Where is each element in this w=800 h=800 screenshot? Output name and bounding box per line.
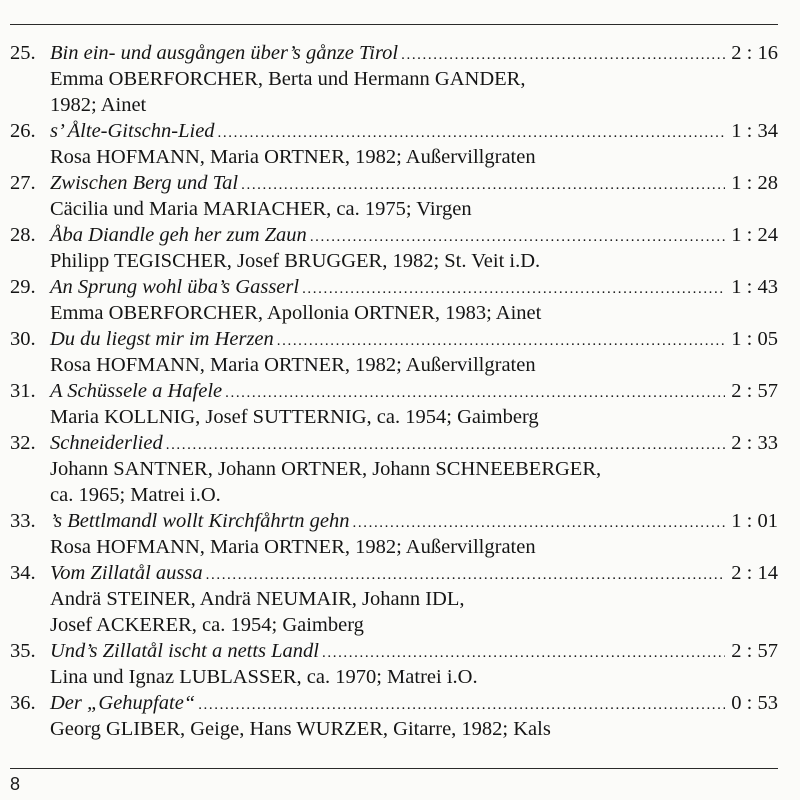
track-number: 36.	[10, 692, 36, 714]
track-title-line	[10, 690, 778, 716]
track-title: s’ Ålte-Gitschn-Lied	[50, 120, 215, 142]
dot-leader	[353, 513, 726, 533]
track-number: 35.	[10, 640, 36, 662]
track-title: Du du liegst mir im Herzen	[50, 328, 274, 350]
track-title: Und’s Zillatål ischt a netts Landl	[50, 640, 320, 662]
track-title-line	[10, 118, 778, 144]
dot-leader	[302, 279, 725, 299]
track-performers: ca. 1965; Matrei i.O.	[50, 484, 221, 506]
track-duration: 2 : 16	[731, 42, 778, 64]
track-performers: Emma OBERFORCHER, Apollonia ORTNER, 1983; Ainet	[50, 302, 542, 324]
track-performers: Josef ACKERER, ca. 1954; Gaimberg	[50, 614, 364, 636]
track-entry	[10, 430, 778, 508]
track-duration: 2 : 14	[731, 562, 778, 584]
dot-leader	[401, 45, 725, 65]
track-entry	[10, 326, 778, 378]
dot-leader	[225, 383, 725, 403]
track-performers: Andrä STEINER, Andrä NEUMAIR, Johann IDL,	[50, 588, 465, 610]
track-duration: 1 : 43	[731, 276, 778, 298]
dot-leader	[198, 695, 725, 715]
track-title-line	[10, 508, 778, 534]
track-title-line	[10, 560, 778, 586]
track-entry	[10, 170, 778, 222]
track-number: 34.	[10, 562, 36, 584]
track-number: 25.	[10, 42, 36, 64]
track-performers: Georg GLIBER, Geige, Hans WURZER, Gitarre, 1982; Kals	[50, 718, 551, 740]
track-number: 29.	[10, 276, 36, 298]
dot-leader	[206, 565, 726, 585]
track-performers: Emma OBERFORCHER, Berta und Hermann GANDER,	[50, 68, 526, 90]
track-title-line	[10, 430, 778, 456]
track-performers: Johann SANTNER, Johann ORTNER, Johann SCHNEEBERGER,	[50, 458, 602, 480]
track-title: Vom Zillatål aussa	[50, 562, 203, 584]
track-title-line	[10, 274, 778, 300]
track-number: 26.	[10, 120, 36, 142]
track-entry	[10, 378, 778, 430]
track-title-line	[10, 170, 778, 196]
track-performers: Lina und Ignaz LUBLASSER, ca. 1970; Matrei i.O.	[50, 666, 478, 688]
track-title: Der „Gehupfate“	[50, 692, 196, 714]
track-entry	[10, 274, 778, 326]
dot-leader	[310, 227, 725, 247]
track-title: A Schüssele a Hafele	[50, 380, 223, 402]
track-entry	[10, 560, 778, 638]
track-performers: Rosa HOFMANN, Maria ORTNER, 1982; Außervillgraten	[50, 146, 536, 168]
page-number: 8	[10, 774, 21, 794]
track-duration: 2 : 33	[731, 432, 778, 454]
dot-leader	[322, 643, 725, 663]
track-performers: 1982; Ainet	[50, 94, 147, 116]
track-duration: 1 : 34	[731, 120, 778, 142]
track-entry	[10, 40, 778, 118]
track-title-line	[10, 222, 778, 248]
track-performers: Rosa HOFMANN, Maria ORTNER, 1982; Außervillgraten	[50, 354, 536, 376]
track-duration: 1 : 24	[731, 224, 778, 246]
top-rule	[10, 24, 778, 25]
track-duration: 0 : 53	[731, 692, 778, 714]
track-duration: 1 : 01	[731, 510, 778, 532]
track-entry	[10, 638, 778, 690]
track-entry	[10, 690, 778, 742]
track-performers: Philipp TEGISCHER, Josef BRUGGER, 1982; St. Veit i.D.	[50, 250, 541, 272]
track-number: 32.	[10, 432, 36, 454]
track-duration: 1 : 05	[731, 328, 778, 350]
track-performers: Cäcilia und Maria MARIACHER, ca. 1975; Virgen	[50, 198, 472, 220]
bottom-rule	[10, 768, 778, 769]
track-performers: Maria KOLLNIG, Josef SUTTERNIG, ca. 1954; Gaimberg	[50, 406, 539, 428]
track-title: Bin ein- und ausgången über’s gånze Tirol	[50, 42, 399, 64]
track-number: 33.	[10, 510, 36, 532]
dot-leader	[218, 123, 726, 143]
track-title-line	[10, 40, 778, 66]
track-duration: 2 : 57	[731, 380, 778, 402]
track-number: 28.	[10, 224, 36, 246]
track-title: Zwischen Berg und Tal	[50, 172, 239, 194]
track-entry	[10, 222, 778, 274]
track-number: 27.	[10, 172, 36, 194]
track-number: 31.	[10, 380, 36, 402]
track-title-line	[10, 638, 778, 664]
track-duration: 1 : 28	[731, 172, 778, 194]
track-title: Schneiderlied	[50, 432, 163, 454]
dot-leader	[166, 435, 726, 455]
track-title: An Sprung wohl üba’s Gasserl	[50, 276, 300, 298]
track-entry	[10, 508, 778, 560]
track-title-line	[10, 326, 778, 352]
dot-leader	[277, 331, 726, 351]
track-title-line	[10, 378, 778, 404]
track-title: Åba Diandle geh her zum Zaun	[50, 224, 307, 246]
track-duration: 2 : 57	[731, 640, 778, 662]
track-list	[10, 40, 778, 742]
track-number: 30.	[10, 328, 36, 350]
dot-leader	[241, 175, 725, 195]
track-entry	[10, 118, 778, 170]
track-title: ’s Bettlmandl wollt Kirchfåhrtn gehn	[50, 510, 350, 532]
track-performers: Rosa HOFMANN, Maria ORTNER, 1982; Außervillgraten	[50, 536, 536, 558]
